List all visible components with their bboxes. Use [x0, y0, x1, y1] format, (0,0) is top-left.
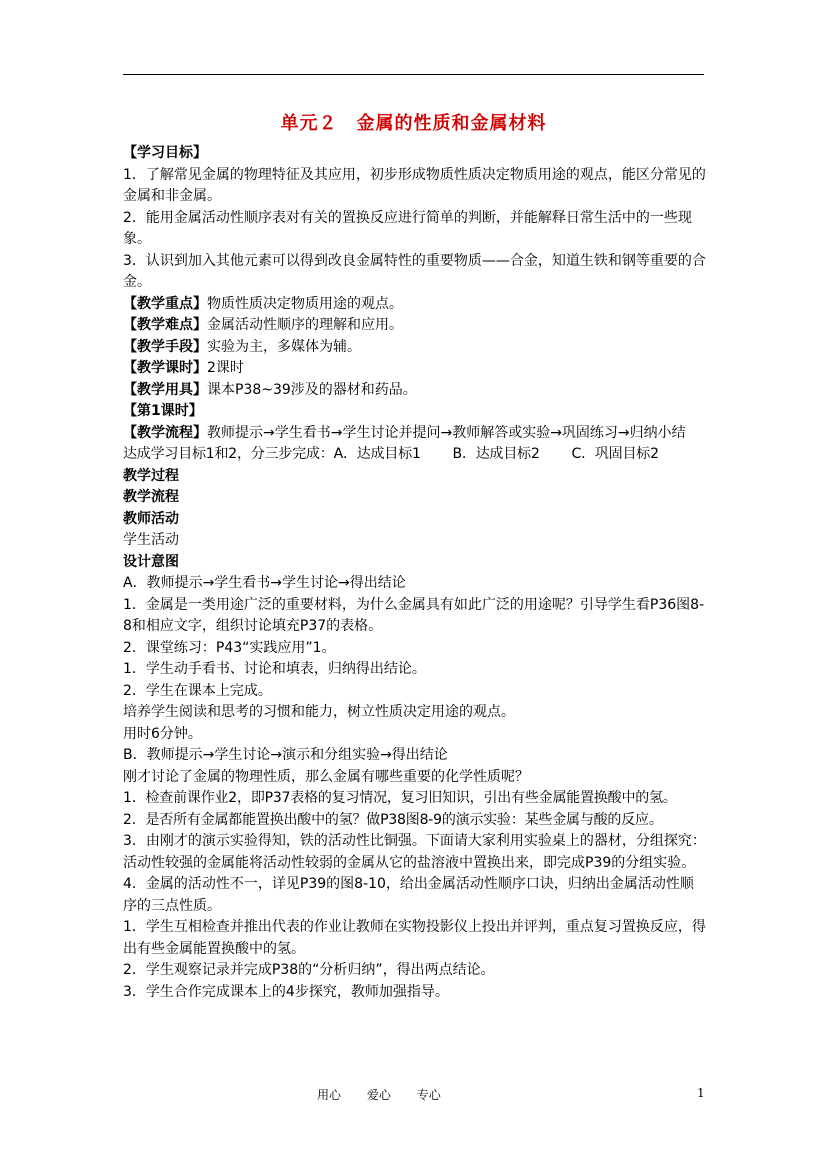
- page-number: 1: [697, 1086, 705, 1100]
- lesson-heading: 【第1课时】: [123, 403, 203, 419]
- part-b-line: 3．由刚才的演示实验得知，铁的活动性比铜强。下面请大家利用实验桌上的器材，分组探究：活动性较强的金属能将活动性较弱的金属从它的盐溶液中置换出来，即完成P39的分组实验。: [123, 833, 706, 871]
- part-a-line: 2．学生在课本上完成。: [123, 682, 272, 699]
- part-b-line: 2．是否所有金属都能置换出酸中的氢？做P38图8-9的演示实验：某些金属与酸的反应。: [123, 811, 663, 828]
- objectives-heading: 【学习目标】: [123, 145, 207, 161]
- field-method: [123, 337, 707, 359]
- field-value: 2课时: [207, 360, 244, 376]
- part-b-line: 2．学生观察记录并完成P38的“分析归纳”，得出两点结论。: [123, 962, 495, 978]
- part-b-line: 3．学生合作完成课本上的4步探究，教师加强指导。: [123, 983, 449, 1000]
- header-rule: [123, 74, 704, 75]
- field-value: 金属活动性顺序的理解和应用。: [207, 317, 403, 333]
- part-b-line: B．教师提示→学生讨论→演示和分组实验→得出结论: [123, 747, 448, 763]
- part-a-line: 用时6分钟。: [123, 725, 202, 742]
- part-b-line: 1．检查前课作业2，即P37表格的复习情况，复习旧知识，引出有些金属能置换酸中的氢。: [123, 790, 677, 806]
- footer-motto: 爱心: [366, 1088, 391, 1102]
- part-b-line: 1．学生互相检查并推出代表的作业让教师在实物投影仪上投出并评判，重点复习置换反应，得出有些金属能置换酸中的氢。: [123, 919, 706, 957]
- part-a-line: 培养学生阅读和思考的习惯和能力，树立性质决定用途的观点。: [123, 704, 515, 720]
- teaching-flow: [123, 423, 707, 445]
- part-a-line: 1．金属是一类用途广泛的重要材料，为什么金属具有如此广泛的用途呢？引导学生看P36图8-8和相应文字，组织讨论填充P37的表格。: [123, 596, 705, 634]
- footer-motto: 专心: [416, 1088, 441, 1102]
- objective-item: 1．了解常见金属的物理特征及其应用，初步形成物质性质决定物质用途的观点，能区分常见的金属和非金属。: [123, 166, 706, 204]
- part-a-line: 2．课堂练习：P43“实践应用”1。: [123, 639, 336, 656]
- page-title: 单元２ 金属的性质和金属材料: [280, 113, 547, 134]
- field-periods: [123, 358, 707, 380]
- footer-motto: 用心: [317, 1088, 342, 1102]
- goals-line: 达成学习目标1和2，分三步完成：A．达成目标1 B．达成目标2 C．巩固目标2: [123, 446, 659, 462]
- section-head-student: 学生活动: [123, 532, 179, 548]
- section-head-flow: 教学流程: [123, 489, 179, 505]
- section-head-process: 教学过程: [123, 467, 179, 484]
- section-head-teacher: 教师活动: [123, 510, 179, 527]
- field-value: 实验为主，多媒体为辅。: [207, 338, 361, 355]
- objective-item: 2．能用金属活动性顺序表对有关的置换反应进行简单的判断，并能解释日常生活中的一些现象。: [123, 209, 692, 247]
- field-label: 【教学手段】: [123, 338, 207, 355]
- field-key-point: [123, 294, 707, 316]
- page-footer: [0, 1086, 827, 1106]
- field-label: 【教学流程】: [123, 424, 207, 441]
- part-b-line: 4．金属的活动性不一，详见P39的图8-10，给出金属活动性顺序口诀，归纳出金属活动性顺序的三点性质。: [123, 876, 694, 914]
- field-value: 物质性质决定物质用途的观点。: [207, 295, 403, 312]
- field-value: 教师提示→学生看书→学生讨论并提问→教师解答或实验→巩固练习→归纳小结: [207, 424, 686, 441]
- part-a-line: 1．学生动手看书、讨论和填表，归纳得出结论。: [123, 661, 426, 677]
- field-label: 【教学重点】: [123, 295, 207, 312]
- field-difficulty: [123, 315, 707, 337]
- field-materials: [123, 380, 707, 402]
- field-label: 【教学用具】: [123, 381, 207, 398]
- part-a-line: A．教师提示→学生看书→学生讨论→得出结论: [123, 575, 406, 591]
- field-label: 【教学课时】: [123, 360, 207, 376]
- document-body: [123, 143, 707, 1003]
- part-b-line: 刚才讨论了金属的物理性质，那么金属有哪些重要的化学性质呢？: [123, 768, 529, 785]
- field-value: 课本P38~39涉及的器材和药品。: [207, 381, 417, 398]
- objective-item: 3．认识到加入其他元素可以得到改良金属特性的重要物质——合金，知道生铁和钢等重要的合金。: [123, 252, 706, 290]
- section-head-intent: 设计意图: [123, 553, 179, 570]
- field-label: 【教学难点】: [123, 317, 207, 333]
- footer-mottos: [317, 1086, 463, 1103]
